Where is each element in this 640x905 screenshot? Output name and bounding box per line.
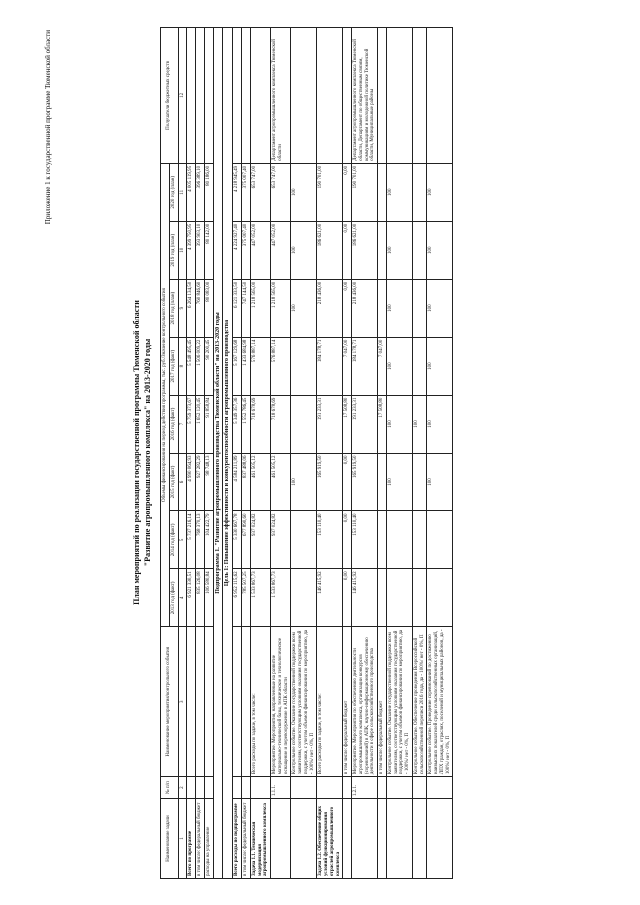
subprogram-row [213,28,223,879]
value-cell [386,569,412,627]
value-cell: 5 349 357,36 [233,395,242,453]
task-cell [352,799,378,879]
value-cell: 100 [291,453,317,511]
value-cell: 80 142,00 [204,221,213,279]
value-cell: 80 083,00 [204,279,213,337]
header-column-number: 2 [178,777,187,799]
header-year: 2019 год (план) [169,221,178,279]
value-cell: 937 024,82 [250,511,270,569]
value-cell: 100 [427,395,453,453]
recipient-cell: Департамент агропромышленного комплекса Тюменской области, Департамент по общественным связям, коммуникациям и молодежной политике Тюменской области, Муниципальные районы [352,28,378,164]
value-cell: 100 [291,221,317,279]
value-cell [378,569,387,627]
value-cell [291,569,317,627]
value-cell: 4 399 750,95 [187,221,196,279]
task-cell: Задача 1.1. Техническая модернизация агропромышленного комплекса [250,799,270,879]
value-cell: 5 548 495,45 [187,337,196,395]
measure-cell: Контрольное событие. Обеспечение проведения Всероссийской сельскохозяйственной переписи 2016 года, да - 100%/ нет - 0%, П [412,627,427,777]
measure-cell: Контрольное событие. Проведение соревнований по достижению наивысших показателей среди сельскохозяйственных организаций, ЛПХ граждан, отраслях, поселений и муниципальных районов, да - 100%/ нет - 0%, П [427,627,453,777]
value-cell: 100 [427,337,453,395]
table-header-row [161,28,170,879]
value-cell: 1 533 867,73 [250,569,270,627]
value-cell [378,453,387,511]
task-cell: в том числе: федеральный бюджет [196,799,205,879]
value-cell: 153 110,40 [352,511,378,569]
number-cell [427,777,453,799]
header-funding: Объемы финансирования на период действия программы, тыс. руб./Значение контрольного события [161,163,170,627]
recipient-cell [233,28,242,164]
table-row [291,28,317,879]
value-cell: 4 990 064,93 [187,453,196,511]
value-cell: 677 890,60 [242,511,251,569]
value-cell: 1 506 009,22 [196,337,205,395]
document-title [132,0,154,905]
recipient-cell [378,28,387,164]
table-body-subprogram [233,28,453,879]
measure-cell: Контрольное событие. Оказание государственной поддержки всем заявителям, соответствующим условиям оказания государственной поддержки, с учетом объемов финансирования по мероприятию, да - 100%/ нет - 0%, П [291,627,317,777]
value-cell: 190 701,00 [317,163,343,221]
table-row [427,28,453,879]
number-cell [242,777,251,799]
value-cell: 146 415,92 [352,569,378,627]
value-cell [291,511,317,569]
number-cell: 1.1.1. [271,777,291,799]
value-cell: 768 370,13 [196,511,205,569]
value-cell: 718 678,69 [250,395,270,453]
number-cell [196,777,205,799]
table-row [386,28,412,879]
measures-table [160,27,453,879]
recipient-cell [242,28,251,164]
header-column-number: 4 [178,569,187,627]
task-cell [291,799,317,879]
value-cell: 4 005 119,95 [187,163,196,221]
number-cell [378,777,387,799]
table-row [196,28,205,879]
recipient-cell [343,28,352,164]
value-cell [427,511,453,569]
table-row [412,28,427,879]
value-cell: 653 747,00 [250,163,270,221]
value-cell: 80 186,00 [204,163,213,221]
value-cell: 6 952 115,62 [233,569,242,627]
value-cell: 100 [291,279,317,337]
value-cell: 100 [427,279,453,337]
measure-cell: в том числе: федеральный бюджет [343,627,352,777]
value-cell: 186 621,00 [317,221,343,279]
value-cell: 218 436,00 [352,279,378,337]
value-cell: 927 282,29 [196,453,205,511]
header-year: 2018 год (план) [169,279,178,337]
recipient-cell [250,28,270,164]
header-year: 2016 год (факт) [169,395,178,453]
value-cell: 1 433 684,98 [242,337,251,395]
value-cell [386,511,412,569]
value-cell [412,511,427,569]
table-row [242,28,251,879]
value-cell: 146 415,92 [317,569,343,627]
header-number: № п/п [161,777,179,799]
value-cell: 576 887,14 [271,337,291,395]
value-cell: 5 330 667,78 [233,511,242,569]
value-cell: 100 [427,221,453,279]
value-cell [378,511,387,569]
recipient-cell [187,28,196,164]
value-cell: 1 218 565,00 [271,279,291,337]
measure-cell [196,627,205,777]
value-cell: 191 233,31 [317,395,343,453]
table-row [343,28,352,879]
recipient-cell [317,28,343,164]
value-cell [412,453,427,511]
value-cell: 106 580,84 [204,569,213,627]
value-cell: 447 052,00 [250,221,270,279]
value-cell: 785 507,25 [242,569,251,627]
value-cell [378,279,387,337]
value-cell: 396 389,10 [196,163,205,221]
header-measure: Наименование мероприятия/контрольного события [161,627,179,777]
value-cell: 653 747,00 [271,163,291,221]
value-cell: 153 110,40 [317,511,343,569]
recipient-cell [427,28,453,164]
value-cell: 0,00 [343,511,352,569]
value-cell: 5 167 129,68 [233,337,242,395]
value-cell: 375 007,40 [242,221,251,279]
value-cell: 837 488,06 [242,453,251,511]
recipient-cell: Департамент агропромышленного комплекса Тюменской области [271,28,291,164]
value-cell: 5 737 216,14 [187,511,196,569]
value-cell: 90 200,45 [204,337,213,395]
number-cell [317,777,343,799]
value-cell [291,395,317,453]
number-cell [250,777,270,799]
table-row [271,28,291,879]
value-cell: 0,00 [343,453,352,511]
task-cell: Задача 1.2. Обеспечение общих условий функционирования отраслей агропромышленного комплекса [317,799,343,879]
task-cell: Всего по программе [187,799,196,879]
value-cell [291,337,317,395]
number-cell [187,777,196,799]
measure-cell [242,627,251,777]
header-column-number: 11 [178,163,187,221]
value-cell: 100 [291,163,317,221]
value-cell [412,279,427,337]
value-cell: 1 218 565,00 [250,279,270,337]
task-cell [343,799,352,879]
number-cell [343,777,352,799]
value-cell [412,221,427,279]
number-cell: 1.2.1. [352,777,378,799]
value-cell: 190 701,00 [352,163,378,221]
value-cell: 4 218 945,49 [233,163,242,221]
measure-cell: Всего расходы по задаче, в том числе: [317,627,343,777]
task-cell [386,799,412,879]
header-column-number: 8 [178,337,187,395]
table-header-numbers-row [178,28,187,879]
value-cell: 100 [386,395,412,453]
header-column-number: 9 [178,279,187,337]
document-title-line-2: "Развитие агропромышленного комплекса" на 2013-2020 годы [142,338,152,567]
value-cell: 447 052,00 [271,221,291,279]
measure-cell: Мероприятие. Мероприятия, направленные на развитие материально-технической базы, техническое и технологическое оснащение и перевооружение в АПК области [271,627,291,777]
task-cell [427,799,453,879]
header-column-number: 7 [178,395,187,453]
number-cell [291,777,317,799]
subprogram-title: Подпрограмма 1. "Развитие агропромышленного производства Тюменской области" на 2013-2020 годы [213,28,223,879]
header-year: 2015 год (факт) [169,453,178,511]
task-cell: в том числе: федеральный бюджет [242,799,251,879]
header-year: 2014 год (факт) [169,511,178,569]
header-year: 2020 год (план) [169,163,178,221]
header-column-number: 12 [178,28,187,164]
value-cell: 4 224 927,40 [233,221,242,279]
appendix-note: Приложение 1 к государственной программе Тюменской области [44,30,52,225]
value-cell: 576 887,14 [250,337,270,395]
measure-cell [233,627,242,777]
value-cell: 4 584 211,89 [233,453,242,511]
value-cell: 100 [427,163,453,221]
value-cell: 5 759 373,67 [187,395,196,453]
value-cell: 218 436,00 [317,279,343,337]
document-title-line-1: План мероприятий по реализации государственной программы Тюменской области [132,300,141,605]
header-column-number: 1 [178,799,187,879]
value-cell: 747 144,50 [242,279,251,337]
table-row [233,28,242,879]
number-cell [233,777,242,799]
value-cell: 104 422,79 [204,511,213,569]
task-cell [412,799,427,879]
task-cell [378,799,387,879]
table-body-program [187,28,213,879]
value-cell: 6 921 330,51 [187,569,196,627]
value-cell: 0,00 [343,569,352,627]
value-cell: 7 047,00 [343,337,352,395]
value-cell: 393 903,10 [196,221,205,279]
value-cell: 100 [412,395,427,453]
task-cell: расходы на управление [204,799,213,879]
value-cell: 1 652 120,45 [196,395,205,453]
value-cell: 186 621,00 [352,221,378,279]
value-cell: 184 178,71 [317,337,343,395]
value-cell: 1 533 867,73 [271,569,291,627]
measure-cell: в том числе: федеральный бюджет [378,627,387,777]
value-cell: 100 [386,221,412,279]
table-row [250,28,270,879]
value-cell: 6 264 134,50 [187,279,196,337]
value-cell [427,569,453,627]
value-cell: 937 024,82 [271,511,291,569]
value-cell: 461 505,12 [250,453,270,511]
value-cell: 191 233,31 [352,395,378,453]
value-cell: 100 [386,163,412,221]
goal-row [223,28,233,879]
value-cell: 461 505,12 [271,453,291,511]
value-cell: 184 178,71 [352,337,378,395]
measure-cell: Всего расходы по задаче, в том числе: [250,627,270,777]
value-cell [412,337,427,395]
measure-cell: Контрольное событие. Оказание государственной поддержки всем заявителям, соответствующим условиям оказания государственной поддержки, с учетом объемов финансирования по мероприятию, да - 100%/ нет - 0%, П [386,627,412,777]
value-cell: 0,00 [343,163,352,221]
recipient-cell [204,28,213,164]
header-year: 2017 год (факт) [169,337,178,395]
task-cell: Всего расходы по подпрограмме [233,799,242,879]
number-cell [412,777,427,799]
header-column-number: 5 [178,511,187,569]
value-cell: 718 678,69 [271,395,291,453]
value-cell: 17 508,80 [378,395,387,453]
value-cell: 100 [386,279,412,337]
value-cell: 100 [386,337,412,395]
table-row [317,28,343,879]
value-cell: 100 [386,453,412,511]
value-cell: 100 [427,453,453,511]
goal-title: Цель 1: Повышение эффективности и конкурентоспособности агропромышленного производства [223,28,233,879]
value-cell: 17 508,80 [343,395,352,453]
value-cell: 7 047,00 [378,337,387,395]
header-recipients: Получатели бюджетных средств [161,28,179,164]
header-task: Наименование задачи [161,799,179,879]
table-row [378,28,387,879]
value-cell [412,569,427,627]
value-cell: 91 858,84 [204,395,213,453]
table-row [352,28,378,879]
recipient-cell [412,28,427,164]
table-row [187,28,196,879]
recipient-cell [291,28,317,164]
recipient-cell [196,28,205,164]
value-cell: 165 919,50 [317,453,343,511]
value-cell: 1 552 786,45 [242,395,251,453]
header-year: 2013 год (факт) [169,569,178,627]
value-cell: 165 919,50 [352,453,378,511]
value-cell: 0,00 [343,221,352,279]
header-column-number: 10 [178,221,187,279]
measure-cell [187,627,196,777]
measure-cell: Мероприятие. Мероприятия по обеспечению деятельности агропромышленного комплекса, организации конкурсов (соревнований) в АПК, научно-информационному обеспечению деятельности в сфере сельскохозяйственного производства [352,627,378,777]
table-body-section-heading [213,28,233,879]
value-cell: 0,00 [343,279,352,337]
value-cell [412,163,427,221]
value-cell: 375 007,40 [242,163,251,221]
value-cell [378,163,387,221]
number-cell [386,777,412,799]
value-cell [378,221,387,279]
recipient-cell [386,28,412,164]
task-cell [271,799,291,879]
value-cell: 6 121 333,50 [233,279,242,337]
header-column-number: 6 [178,453,187,511]
value-cell: 760 846,60 [196,279,205,337]
value-cell: 835 126,08 [196,569,205,627]
header-column-number: 3 [178,627,187,777]
table-row [204,28,213,879]
measure-cell [204,627,213,777]
value-cell: 98 748,13 [204,453,213,511]
number-cell [204,777,213,799]
